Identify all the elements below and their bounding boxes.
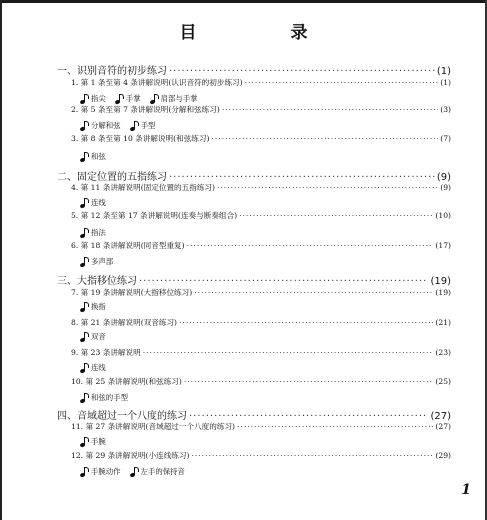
- topic-label: 多声部: [91, 257, 114, 266]
- toc-section-entry: [57, 62, 451, 77]
- topic-tags: [80, 93, 207, 104]
- topic-tag: [80, 466, 121, 477]
- music-note-icon: [80, 393, 89, 403]
- topic-tags: [80, 151, 115, 162]
- topic-label: 手掌: [125, 94, 141, 103]
- item-page: (17): [435, 241, 451, 250]
- toc-item-entry: [71, 210, 451, 221]
- item-title: 8. 第 21 条讲解说明(双音练习): [71, 318, 178, 327]
- item-title: 5. 第 12 条至第 17 条讲解说明(连奏与断奏组合): [71, 211, 238, 220]
- toc-item-entry: [71, 104, 451, 115]
- topic-label: 连线: [91, 363, 106, 372]
- item-title: 2. 第 5 条至第 7 条讲解说明(分解和弦练习): [71, 105, 220, 114]
- section-page: (1): [436, 66, 451, 77]
- section-title: 二、固定位置的五指练习: [57, 172, 167, 183]
- music-note-icon: [80, 437, 89, 447]
- toc-item-entry: [71, 133, 451, 144]
- item-page: (27): [435, 422, 451, 431]
- note-flag: [85, 198, 89, 203]
- note-flag: [135, 467, 139, 472]
- music-note-icon: [150, 94, 159, 104]
- topic-tag: [80, 120, 121, 131]
- topic-tag: [80, 301, 106, 312]
- music-note-icon: [80, 198, 89, 208]
- topic-label: 双音: [91, 332, 106, 341]
- section-title: 四、音域超过一个八度的练习: [57, 411, 187, 422]
- item-page: (19): [435, 288, 451, 297]
- scan-edge-top: [0, 0, 487, 3]
- topic-tags: [80, 197, 115, 208]
- item-page: (3): [440, 105, 451, 114]
- topic-label: 和弦的手型: [91, 393, 128, 402]
- toc-section-entry: [57, 272, 451, 287]
- toc-item-entry: [71, 182, 451, 193]
- topic-tag: [80, 227, 106, 238]
- toc-section-entry: [57, 407, 451, 422]
- note-flag: [85, 467, 89, 472]
- toc-item-entry: [71, 421, 451, 432]
- topic-tags: [80, 120, 164, 131]
- section-title: 三、大指移位练习: [57, 276, 137, 287]
- music-note-icon: [130, 467, 139, 477]
- item-title: 10. 第 25 条讲解说明(和弦练习): [71, 377, 182, 386]
- topic-label: 指尖: [91, 94, 106, 103]
- note-flag: [120, 94, 124, 99]
- item-title: 7. 第 19 条讲解说明(大指移位练习): [71, 288, 193, 297]
- item-page: (25): [435, 377, 451, 386]
- topic-label: 手腕: [91, 437, 106, 446]
- topic-label: 手型: [140, 121, 156, 130]
- topic-tags: [80, 301, 115, 312]
- item-page: (21): [435, 318, 451, 327]
- music-note-icon: [80, 257, 89, 267]
- dot-leader: [245, 78, 439, 87]
- item-title: 12. 第 29 条讲解说明(小连线练习): [71, 451, 190, 460]
- toc-item-entry: [71, 317, 451, 328]
- topic-tag: [130, 466, 185, 477]
- dot-leader: [217, 183, 438, 192]
- music-note-icon: [80, 94, 89, 104]
- section-page: (27): [430, 411, 451, 422]
- note-flag: [85, 437, 89, 442]
- item-title: 11. 第 27 条讲解说明(音域超过一个八度的练习): [71, 422, 235, 431]
- toc-item-entry: [71, 240, 451, 251]
- topic-tag: [150, 93, 198, 104]
- toc-item-entry: [71, 347, 451, 358]
- topic-label: 肩部与手掌: [160, 94, 198, 103]
- toc-section-entry: [57, 168, 451, 183]
- dot-leader: [211, 134, 438, 143]
- topic-tag: [115, 93, 141, 104]
- dot-leader: [222, 105, 438, 114]
- music-note-icon: [80, 121, 89, 131]
- music-note-icon: [80, 302, 89, 312]
- music-note-icon: [80, 152, 89, 162]
- dot-leader: [139, 276, 428, 287]
- topic-label: 指法: [91, 228, 106, 237]
- page-title: 目 录: [179, 23, 352, 43]
- topic-label: 手腕动作: [91, 467, 121, 476]
- item-title: 3. 第 8 条至第 10 条讲解说明(和弦练习): [71, 134, 210, 143]
- topic-tags: [80, 227, 115, 238]
- topic-tag: [80, 392, 128, 403]
- music-note-icon: [80, 467, 89, 477]
- dot-leader: [239, 211, 433, 220]
- dot-leader: [194, 288, 433, 297]
- note-flag: [85, 363, 89, 368]
- topic-tags: [80, 256, 122, 267]
- topic-tags: [80, 436, 115, 447]
- topic-tag: [80, 436, 106, 447]
- topic-tag: [80, 151, 106, 162]
- note-flag: [85, 332, 89, 337]
- topic-tag: [80, 362, 106, 373]
- note-flag: [85, 121, 89, 126]
- music-note-icon: [130, 121, 139, 131]
- toc-item-entry: [71, 287, 451, 298]
- note-flag: [85, 302, 89, 307]
- dot-leader: [184, 377, 434, 386]
- scan-edge-left: [0, 0, 2, 520]
- topic-tag: [80, 331, 106, 342]
- item-page: (23): [435, 348, 451, 357]
- toc-item-entry: [71, 77, 451, 88]
- dot-leader: [179, 318, 433, 327]
- section-title: 一、识别音符的初步练习: [57, 66, 167, 77]
- topic-tag: [80, 93, 106, 104]
- item-page: (9): [440, 183, 451, 192]
- section-page: (9): [436, 172, 451, 183]
- topic-label: 换指: [91, 302, 106, 311]
- topic-label: 连线: [91, 198, 106, 207]
- topic-label: 左手的保持音: [140, 467, 185, 476]
- item-title: 9. 第 23 条讲解说明: [71, 348, 141, 357]
- topic-tag: [130, 120, 156, 131]
- item-page: (1): [440, 78, 451, 87]
- music-note-icon: [80, 363, 89, 373]
- note-flag: [85, 257, 89, 262]
- topic-tags: [80, 392, 137, 403]
- section-page: (19): [430, 276, 451, 287]
- note-flag: [85, 393, 89, 398]
- page-number: 1: [461, 482, 471, 498]
- item-page: (29): [435, 451, 451, 460]
- dot-leader: [187, 241, 434, 250]
- music-note-icon: [80, 332, 89, 342]
- topic-tag: [80, 256, 113, 267]
- topic-label: 和弦: [91, 152, 106, 161]
- topic-tags: [80, 466, 194, 477]
- dot-leader: [237, 422, 433, 431]
- topic-tags: [80, 331, 115, 342]
- music-note-icon: [115, 94, 124, 104]
- item-page: (10): [435, 211, 451, 220]
- dot-leader: [169, 66, 435, 77]
- note-flag: [135, 121, 139, 126]
- topic-tags: [80, 362, 115, 373]
- item-title: 4. 第 11 条讲解说明(固定位置的五指练习): [71, 183, 215, 192]
- music-note-icon: [80, 228, 89, 238]
- dot-leader: [191, 451, 433, 460]
- dot-leader: [143, 348, 434, 357]
- topic-tag: [80, 197, 106, 208]
- item-page: (7): [440, 134, 451, 143]
- toc-item-entry: [71, 450, 451, 461]
- note-flag: [85, 228, 89, 233]
- item-title: 1. 第 1 条至第 4 条讲解说明(认识音符的初步练习): [71, 78, 243, 87]
- toc-item-entry: [71, 376, 451, 387]
- topic-label: 分解和弦: [91, 121, 121, 130]
- item-title: 6. 第 18 条讲解说明(同音型重复): [71, 241, 185, 250]
- note-flag: [155, 94, 159, 99]
- note-flag: [85, 152, 89, 157]
- note-flag: [85, 94, 89, 99]
